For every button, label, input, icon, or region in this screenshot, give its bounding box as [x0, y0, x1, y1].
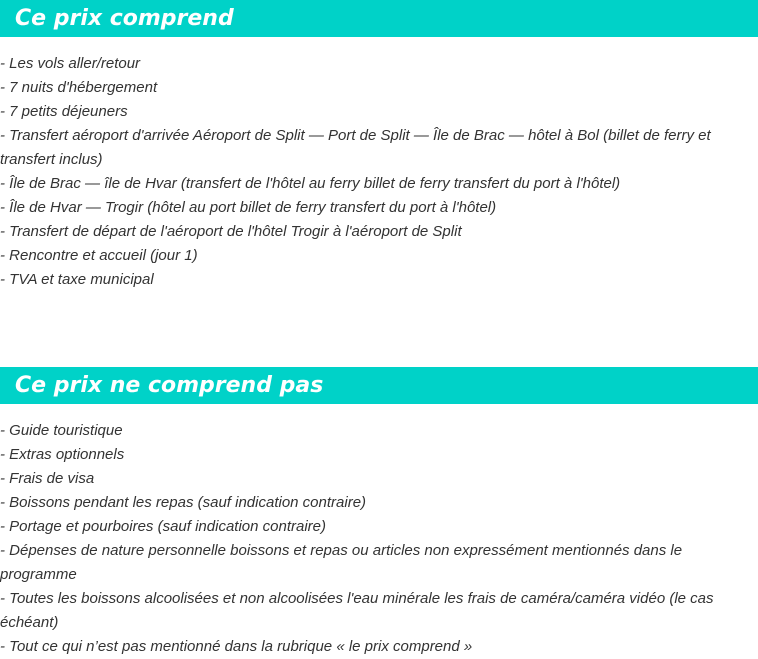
list-item: - Portage et pourboires (sauf indication contraire)	[0, 518, 327, 535]
list-item: - Frais de visa	[0, 470, 95, 487]
excludes-section-title: Ce prix ne comprend pas	[0, 367, 758, 404]
list-item: - 7 nuits d'hébergement	[0, 79, 158, 96]
includes-list	[0, 52, 758, 292]
list-item: - Rencontre et accueil (jour 1)	[0, 247, 198, 264]
list-item: - Tout ce qui n’est pas mentionné dans la rubrique « le prix comprend »	[0, 638, 473, 655]
list-item: - Île de Hvar — Trogir (hôtel au port billet de ferry transfert du port à l'hôtel)	[0, 199, 497, 216]
list-item: - Guide touristique	[0, 422, 123, 439]
list-item: - 7 petits déjeuners	[0, 103, 128, 120]
excludes-list	[0, 419, 758, 659]
list-item: - Transfert aéroport d'arrivée Aéroport de Split — Port de Split — Île de Brac — hôtel à Bol (billet de ferry et transfert inclus)	[0, 127, 711, 168]
list-item: - Transfert de départ de l'aéroport de l'hôtel Trogir à l'aéroport de Split	[0, 223, 462, 240]
list-item: - Boissons pendant les repas (sauf indication contraire)	[0, 494, 367, 511]
list-item: - Île de Brac — île de Hvar (transfert de l'hôtel au ferry billet de ferry transfert du port à l'hôtel)	[0, 175, 621, 192]
includes-section-title: Ce prix comprend	[0, 0, 758, 37]
list-item: - Les vols aller/retour	[0, 55, 141, 72]
list-item: - Extras optionnels	[0, 446, 125, 463]
list-item: - TVA et taxe municipal	[0, 271, 154, 288]
list-item: - Toutes les boissons alcoolisées et non alcoolisées l'eau minérale les frais de caméra/caméra vidéo (le cas échéant)	[0, 590, 714, 631]
list-item: - Dépenses de nature personnelle boissons et repas ou articles non expressément mentionnés dans le programme	[0, 542, 683, 583]
